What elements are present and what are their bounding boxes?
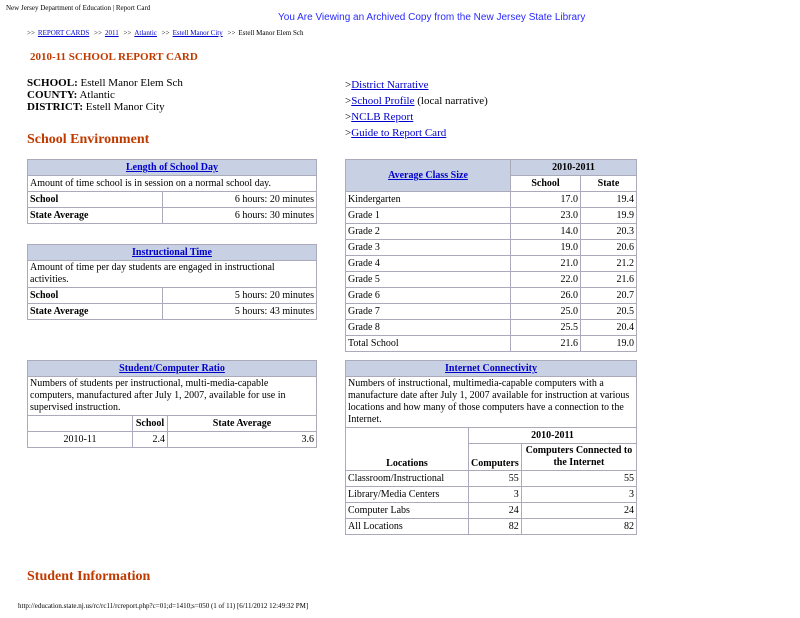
- table-row: Grade 1 23.0 19.9: [346, 208, 637, 224]
- internet-col-computers: Computers: [469, 444, 522, 471]
- table-row: Grade 4 21.0 21.2: [346, 256, 637, 272]
- school-value: Estell Manor Elem Sch: [80, 77, 183, 89]
- internet-description: Numbers of instructional, multimedia-capable computers with a manufacture date after July 1, 2007 available for instruction at various locations and how many of those computers have a connection to the Internet.: [346, 377, 637, 428]
- class-size-year: 2010-2011: [511, 160, 637, 176]
- student-computer-title-link[interactable]: Student/Computer Ratio: [119, 363, 225, 374]
- table-row: 2010-11 2.4 3.6: [28, 432, 317, 448]
- instructional-time-table: [27, 244, 317, 320]
- internet-year: 2010-2011: [469, 428, 637, 444]
- school-label: SCHOOL:: [27, 77, 78, 89]
- table-row: Total School 21.6 19.0: [346, 336, 637, 352]
- district-label: DISTRICT:: [27, 101, 84, 113]
- county-value: Atlantic: [79, 89, 115, 101]
- table-row: State Average 5 hours: 43 minutes: [28, 304, 317, 320]
- link-guide[interactable]: Guide to Report Card: [351, 127, 447, 139]
- breadcrumb-item: >> 2011: [94, 29, 119, 37]
- table-row: School 5 hours: 20 minutes: [28, 288, 317, 304]
- table-row: Grade 8 25.5 20.4: [346, 320, 637, 336]
- table-row: Grade 3 19.0 20.6: [346, 240, 637, 256]
- instructional-time-description: Amount of time per day students are engaged in instructional activities.: [28, 261, 317, 288]
- breadcrumb-item: >> Estell Manor Elem Sch: [227, 29, 304, 37]
- table-row: All Locations 82 82: [346, 519, 637, 535]
- page-footer-url: http://education.state.nj.us/rc/rc11/rcreport.php?c=01;d=1410;s=050 (1 of 11) [6/11/2012 12:49:32 PM]: [18, 602, 309, 610]
- table-row: State Average 6 hours: 30 minutes: [28, 208, 317, 224]
- table-row: Classroom/Instructional 55 55: [346, 471, 637, 487]
- link-district-narrative[interactable]: District Narrative: [351, 79, 429, 91]
- link-school-profile[interactable]: School Profile: [351, 95, 415, 107]
- table-row: Grade 5 22.0 21.6: [346, 272, 637, 288]
- archive-notice: You Are Viewing an Archived Copy from the New Jersey State Library: [278, 12, 586, 23]
- instructional-time-title-link[interactable]: Instructional Time: [132, 247, 212, 258]
- internet-title-link[interactable]: Internet Connectivity: [445, 363, 537, 374]
- link-nclb-report[interactable]: NCLB Report: [351, 111, 414, 123]
- table-row: Grade 6 26.0 20.7: [346, 288, 637, 304]
- student-computer-description: Numbers of students per instructional, multi-media-capable computers, manufactured after July 1, 2007, available for use in supervised instruction.: [28, 377, 317, 416]
- breadcrumb-item: >> Estell Manor City: [161, 29, 223, 37]
- section-student-information: Student Information: [27, 569, 151, 584]
- student-computer-col-state: State Average: [168, 416, 317, 432]
- report-title: 2010-11 SCHOOL REPORT CARD: [30, 51, 198, 63]
- school-info: [27, 77, 183, 113]
- breadcrumb-link-county[interactable]: Atlantic: [134, 29, 157, 37]
- internet-col-locations: Locations: [346, 428, 469, 471]
- internet-connectivity-table: [345, 360, 637, 535]
- class-size-title-link[interactable]: Average Class Size: [388, 170, 468, 181]
- side-links: >District Narrative >School Profile (local narrative) >NCLB Report >Guide to Report Card: [345, 79, 488, 139]
- table-row: Library/Media Centers 3 3: [346, 487, 637, 503]
- class-size-col-state: State: [581, 176, 637, 192]
- length-of-day-table: [27, 159, 317, 224]
- page-header-title: New Jersey Department of Education | Report Card: [6, 4, 151, 12]
- table-row: Grade 2 14.0 20.3: [346, 224, 637, 240]
- district-value: Estell Manor City: [85, 101, 165, 113]
- breadcrumb: [27, 29, 310, 37]
- class-size-table: [345, 159, 637, 352]
- breadcrumb-link-year[interactable]: 2011: [104, 29, 119, 37]
- student-computer-col-school: School: [133, 416, 168, 432]
- class-size-col-school: School: [511, 176, 581, 192]
- table-row: Kindergarten 17.0 19.4: [346, 192, 637, 208]
- length-of-day-description: Amount of time school is in session on a normal school day.: [28, 176, 317, 192]
- breadcrumb-link-report-cards[interactable]: REPORT CARDS: [37, 29, 90, 37]
- table-row: Computer Labs 24 24: [346, 503, 637, 519]
- breadcrumb-item: >> Atlantic: [123, 29, 157, 37]
- breadcrumb-item: >> REPORT CARDS: [27, 29, 90, 37]
- county-label: COUNTY:: [27, 89, 78, 101]
- internet-col-connected: Computers Connected to the Internet: [521, 444, 636, 471]
- table-row: School 6 hours: 20 minutes: [28, 192, 317, 208]
- breadcrumb-link-district[interactable]: Estell Manor City: [172, 29, 223, 37]
- breadcrumb-current: Estell Manor Elem Sch: [238, 29, 304, 37]
- section-school-environment: School Environment: [27, 132, 150, 147]
- table-row: Grade 7 25.0 20.5: [346, 304, 637, 320]
- length-of-day-title-link[interactable]: Length of School Day: [126, 162, 218, 173]
- student-computer-table: [27, 360, 317, 448]
